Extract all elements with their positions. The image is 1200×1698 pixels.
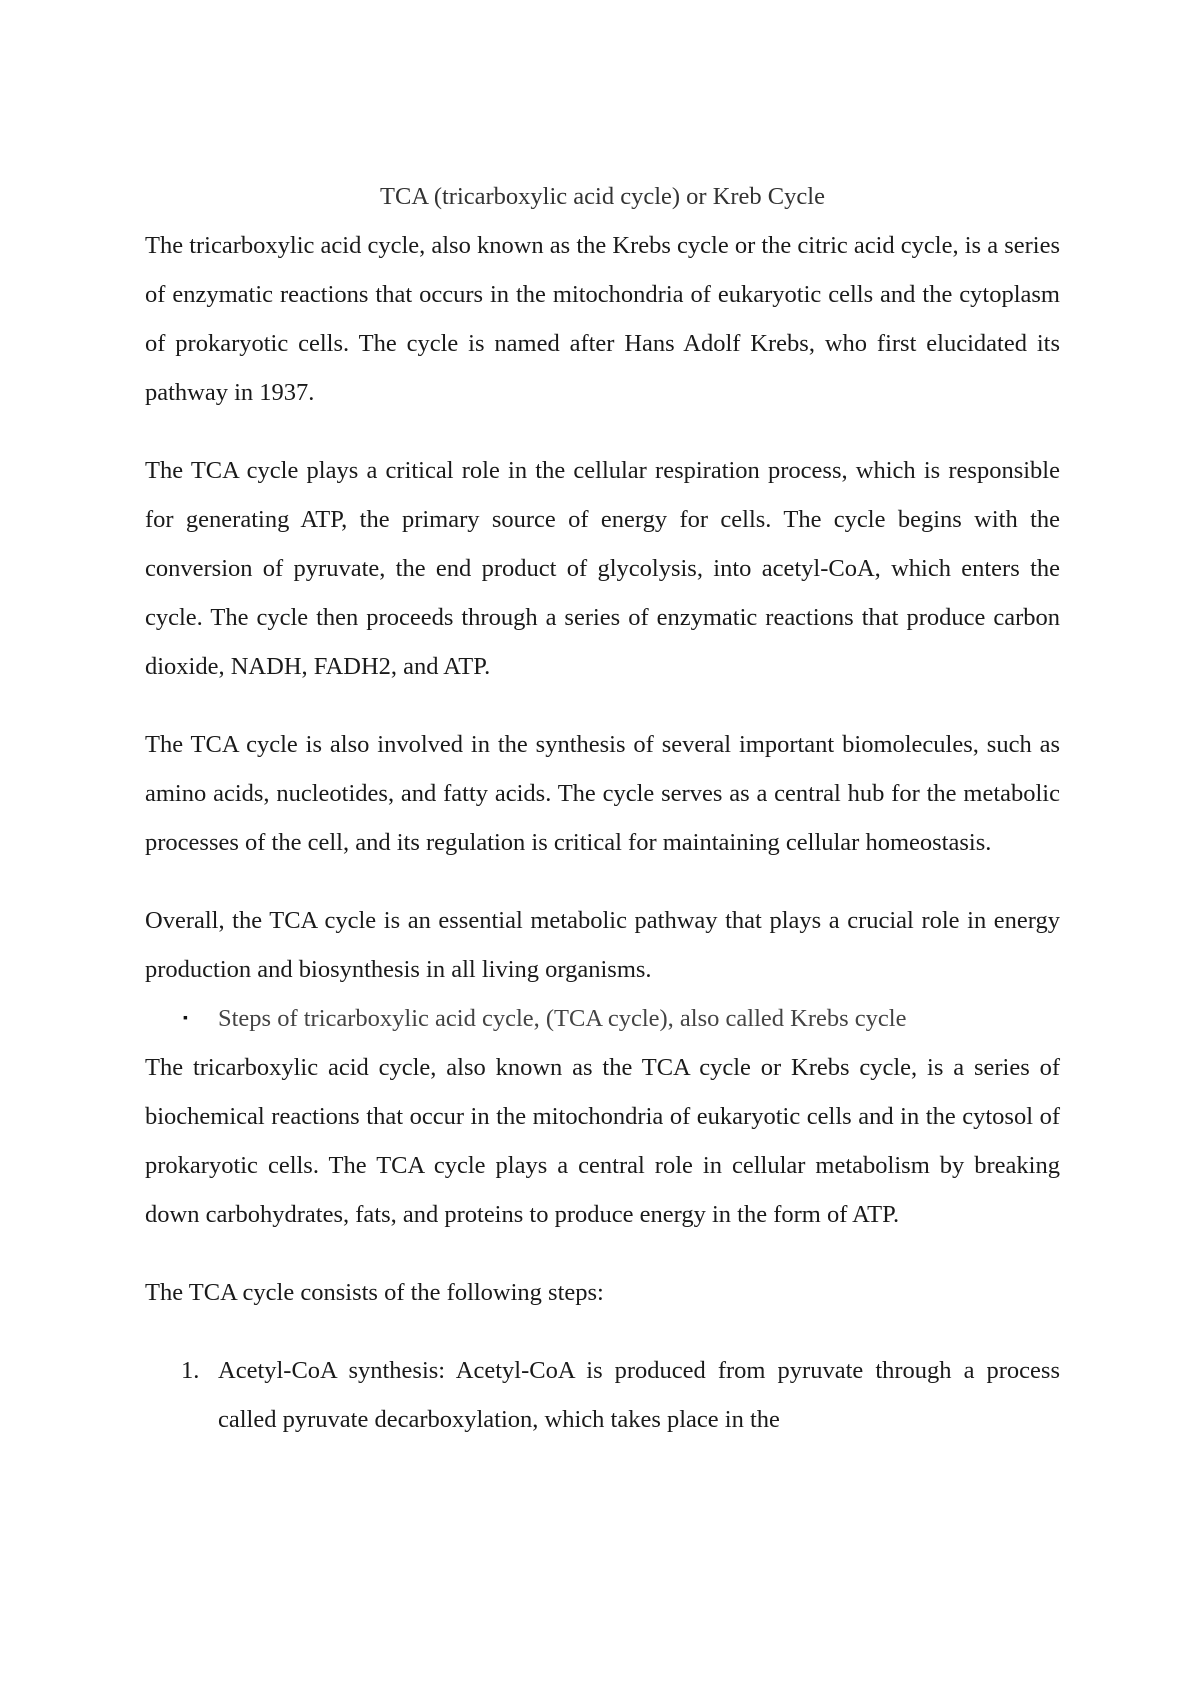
- square-bullet-icon: ▪: [183, 1011, 188, 1026]
- intro-paragraph: The tricarboxylic acid cycle, also known as the Krebs cycle or the citric acid cycle, is a series of enzymatic reactions that occurs in the mitochondria of eukaryotic cells and the cytoplasm of prokaryotic cells. The cycle is named after Hans Adolf Krebs, who first elucidated its pathway in 1937.: [145, 232, 1060, 406]
- bullet-text: Steps of tricarboxylic acid cycle, (TCA cycle), also called Krebs cycle: [218, 1005, 907, 1032]
- overall-paragraph: Overall, the TCA cycle is an essential metabolic pathway that plays a crucial role in energy production and biosynthesis in all living organisms.: [145, 907, 1060, 983]
- respiration-paragraph: The TCA cycle plays a critical role in the cellular respiration process, which is responsible for generating ATP, the primary source of energy for cells. The cycle begins with the conversion of pyruvate, the end product of glycolysis, into acetyl-CoA, which enters the cycle. The cycle then proceeds through a series of enzymatic reactions that produce carbon dioxide, NADH, FADH2, and ATP.: [145, 457, 1060, 680]
- step-number: 1.: [181, 1357, 200, 1384]
- steps-intro: The TCA cycle consists of the following steps:: [145, 1279, 604, 1306]
- list-item: [145, 1346, 1060, 1444]
- bullet-list: [145, 994, 1060, 1043]
- step-text: Acetyl-CoA synthesis: Acetyl-CoA is produced from pyruvate through a process called pyruvate decarboxylation, which takes place in the: [218, 1357, 1060, 1433]
- section-paragraph: The tricarboxylic acid cycle, also known as the TCA cycle or Krebs cycle, is a series of biochemical reactions that occur in the mitochondria of eukaryotic cells and in the cytosol of prokaryotic cells. The TCA cycle plays a central role in cellular metabolism by breaking down carbohydrates, fats, and proteins to produce energy in the form of ATP.: [145, 1054, 1060, 1228]
- biosynthesis-paragraph: The TCA cycle is also involved in the synthesis of several important biomolecules, such as amino acids, nucleotides, and fatty acids. The cycle serves as a central hub for the metabolic processes of the cell, and its regulation is critical for maintaining cellular homeostasis.: [145, 731, 1060, 856]
- steps-list: [145, 1346, 1060, 1444]
- bullet-item-steps-heading: [145, 994, 1060, 1043]
- document-title: TCA (tricarboxylic acid cycle) or Kreb Cycle: [380, 183, 825, 210]
- document-body: [145, 172, 1060, 1444]
